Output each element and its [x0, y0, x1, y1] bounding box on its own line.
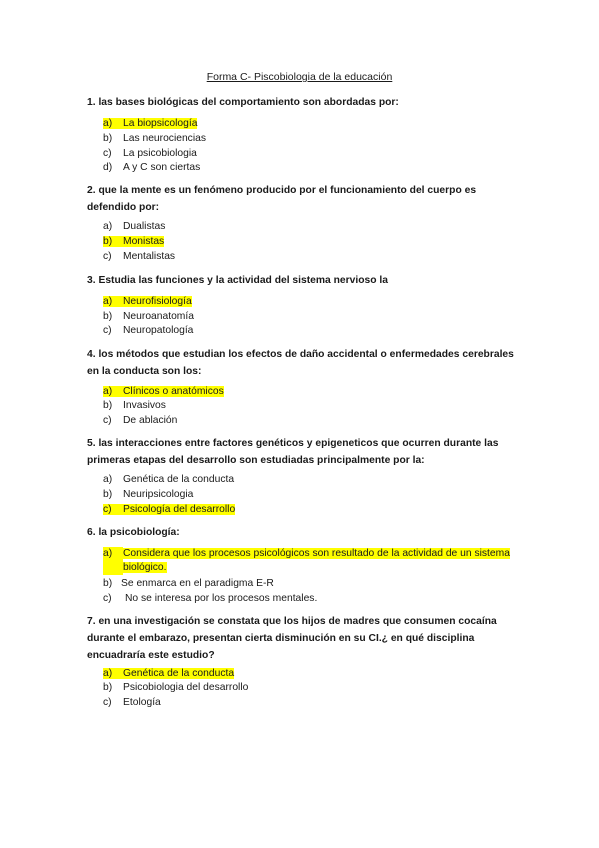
question-2: 2. que la mente es un fenómeno producido por el funcionamiento del cuerpo es defendido por:	[87, 185, 477, 213]
option-1d	[103, 161, 523, 175]
question-4: 4. los métodos que estudian los efectos de daño accidental o enfermedades cerebrales en la conducta son los:	[87, 349, 514, 377]
option-4c	[103, 414, 523, 428]
option-text: Mentalistas	[123, 251, 176, 262]
option-5b	[103, 488, 523, 502]
option-letter: b)	[103, 682, 113, 693]
option-7c	[103, 696, 523, 710]
option-letter: b)	[103, 133, 113, 144]
option-letter: b)	[103, 578, 113, 589]
option-letter: a)	[103, 221, 113, 232]
option-letter: c)	[103, 415, 112, 426]
question-7: 7. en una investigación se constata que los hijos de madres que consumen cocaína durante el embarazo, presentan cierta disminución en su CI.¿ en qué disciplina encuadraría este estudio?	[87, 616, 497, 661]
option-7b	[103, 681, 523, 695]
option-text: Clínicos o anatómicos	[123, 386, 224, 397]
option-6b	[103, 577, 523, 591]
option-text: Dualistas	[123, 221, 166, 232]
option-3b	[103, 310, 523, 324]
option-letter: a)	[103, 547, 123, 575]
option-4a	[103, 385, 523, 399]
option-3c	[103, 324, 523, 338]
option-text: Psicología del desarrollo	[123, 504, 236, 515]
option-letter: b)	[103, 400, 113, 411]
option-text: Neuripsicologia	[123, 489, 194, 500]
option-letter: a)	[103, 668, 113, 679]
option-letter: b)	[103, 236, 113, 247]
option-text: Genética de la conducta	[123, 474, 235, 485]
option-text: Las neurociencias	[123, 133, 206, 144]
option-letter: c)	[103, 593, 112, 604]
option-letter: c)	[103, 697, 112, 708]
option-3a	[103, 295, 523, 309]
option-text: Neuroanatomía	[123, 311, 194, 322]
option-1a	[103, 117, 523, 131]
option-text: Neurofisiología	[123, 296, 192, 307]
option-letter: b)	[103, 489, 113, 500]
option-text: Se enmarca en el paradigma E-R	[121, 578, 274, 589]
question-3: 3. Estudia las funciones y la actividad del sistema nervioso la	[87, 275, 389, 286]
option-text: Monistas	[123, 236, 165, 247]
question-1: 1. las bases biológicas del comportamiento son abordadas por:	[87, 97, 399, 108]
option-text: Psicobiologia del desarrollo	[123, 682, 249, 693]
option-text: No se interesa por los procesos mentales.	[125, 593, 318, 604]
option-6c	[103, 592, 523, 606]
option-5c	[103, 503, 523, 517]
option-letter: b)	[103, 311, 113, 322]
question-6: 6. la psicobiología:	[87, 527, 180, 538]
option-1c	[103, 147, 523, 161]
option-letter: c)	[103, 251, 112, 262]
option-text: Considera que los procesos psicológicos son resultado de la actividad de un sistema biológico.	[123, 548, 510, 573]
option-6a	[103, 547, 513, 575]
option-letter: a)	[103, 296, 113, 307]
option-2a	[103, 220, 523, 234]
option-text: Neuropatología	[123, 325, 194, 336]
option-letter: d)	[103, 162, 113, 173]
option-1b	[103, 132, 523, 146]
option-letter: a)	[103, 474, 113, 485]
option-letter: c)	[103, 325, 112, 336]
option-7a	[103, 667, 523, 681]
option-text: Etología	[123, 697, 161, 708]
option-text: La psicobiologia	[123, 148, 197, 159]
option-text: Genética de la conducta	[123, 668, 235, 679]
option-text: De ablación	[123, 415, 178, 426]
option-2b	[103, 235, 523, 249]
option-letter: c)	[103, 148, 112, 159]
option-text: La biopsicología	[123, 118, 198, 129]
option-letter: c)	[103, 504, 112, 515]
option-text: Invasivos	[123, 400, 166, 411]
option-4b	[103, 399, 523, 413]
question-5: 5. las interacciones entre factores genéticos y epigeneticos que ocurren durante las primeras etapas del desarrollo son estudiadas principalmente por la:	[87, 438, 499, 466]
option-text: A y C son ciertas	[123, 162, 201, 173]
option-letter: a)	[103, 118, 113, 129]
document-title: Forma C- Piscobiologia de la educación	[206, 71, 393, 83]
option-5a	[103, 473, 523, 487]
option-2c	[103, 250, 523, 264]
option-letter: a)	[103, 386, 113, 397]
